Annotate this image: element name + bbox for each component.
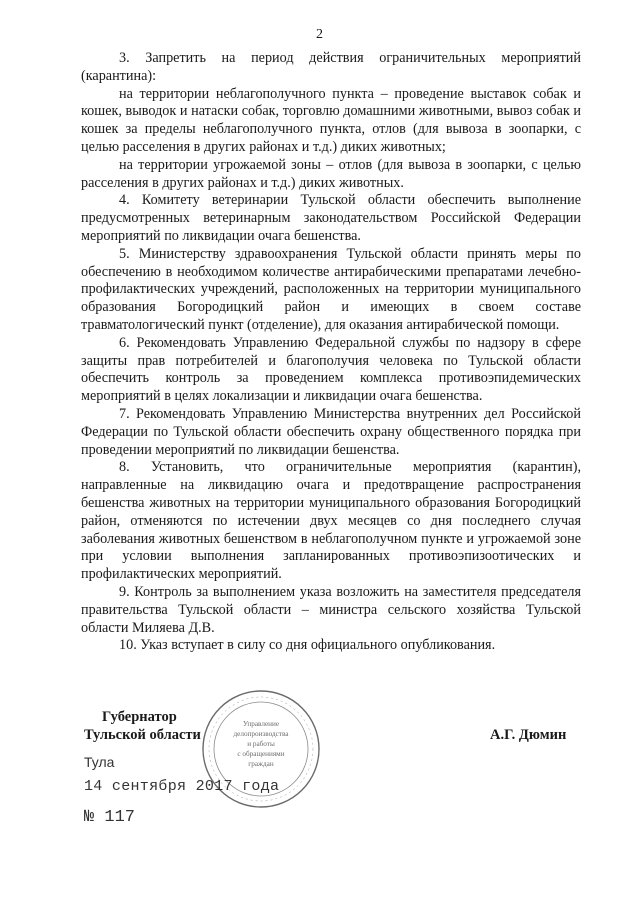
paragraph-3: 3. Запретить на период действия ограничительных мероприятий (карантина): [81, 50, 581, 84]
signature-name: А.Г. Дюмин [490, 727, 567, 743]
document-body [81, 50, 581, 655]
document-number: № 117 [84, 808, 136, 827]
paragraph-3-b: на территории угрожаемой зоны – отлов (для вывоза в зоопарки, с целью расселения в других районах и т.д.) диких животных. [81, 156, 581, 191]
stamp-line: Управление [242, 720, 280, 728]
paragraph-7: 7. Рекомендовать Управлению Министерства внутренних дел Российской Федерации по Тульской области обеспечить охрану общественного порядка при проведении мероприятий по ликвидации бешенства. [81, 405, 581, 458]
paragraph-10: 10. Указ вступает в силу со дня официального опубликования. [119, 637, 496, 654]
paragraph-6: 6. Рекомендовать Управлению Федеральной службы по надзору в сфере защиты прав потребителей и благополучия человека по Тульской области обеспечить контроль за проведением комплекса противоэпидемических мероприятий в целях локализации и ликвидации очага бешенства. [81, 334, 581, 405]
stamp-line: и работы [247, 740, 275, 748]
date: 14 сентября 2017 года [84, 778, 280, 795]
signature-title [84, 708, 201, 744]
city: Тула [84, 754, 115, 770]
paragraph-9: 9. Контроль за выполнением указа возложить на заместителя председателя правительства Тульской области – министра сельского хозяйства Тульской области Миляева Д.В. [81, 583, 581, 636]
paragraph-8: 8. Установить, что ограничительные мероприятия (карантин), направленные на ликвидацию очага и предотвращение распространения бешенства животных на территории муниципального образования Богородицкий район, отменяются по истечении двух месяцев со дня последнего случая заболевания животных бешенством в неблагополучном пункте и угрожаемой зоне при условии выполнения запланированных противоэпизоотических и профилактических мероприятий. [81, 459, 581, 583]
stamp-line: делопроизводства [233, 730, 289, 738]
page-number: 2 [316, 27, 323, 42]
paragraph-4: 4. Комитету ветеринарии Тульской области обеспечить выполнение предусмотренных ветеринарным законодательством Российской Федерации мероприятий по ликвидации очага бешенства. [81, 192, 581, 244]
stamp-line: граждан [248, 760, 274, 768]
paragraph-5: 5. Министерству здравоохранения Тульской области принять меры по обеспечению в необходимом количестве антирабическими препаратами лечебно-профилактических учреждений, расположенных на территории муниципального образования Богородицкий район и имеющих в своем составе травматологический пункт (отделение), для оказания антирабической помощи. [81, 245, 581, 333]
stamp-line: с обращениями [237, 750, 285, 758]
signature-title-line2: Тульской области [84, 727, 201, 743]
signature-title-line1: Губернатор [102, 709, 177, 725]
paragraph-3-a: на территории неблагополучного пункта – проведение выставок собак и кошек, выводок и натаски собак, торговлю домашними животными, вывоз собак и кошек за пределы неблагополучного пункта, отлов (для вывоза в зоопарки, с целью расселения в других районах и т.д.) диких животных; [81, 85, 581, 155]
